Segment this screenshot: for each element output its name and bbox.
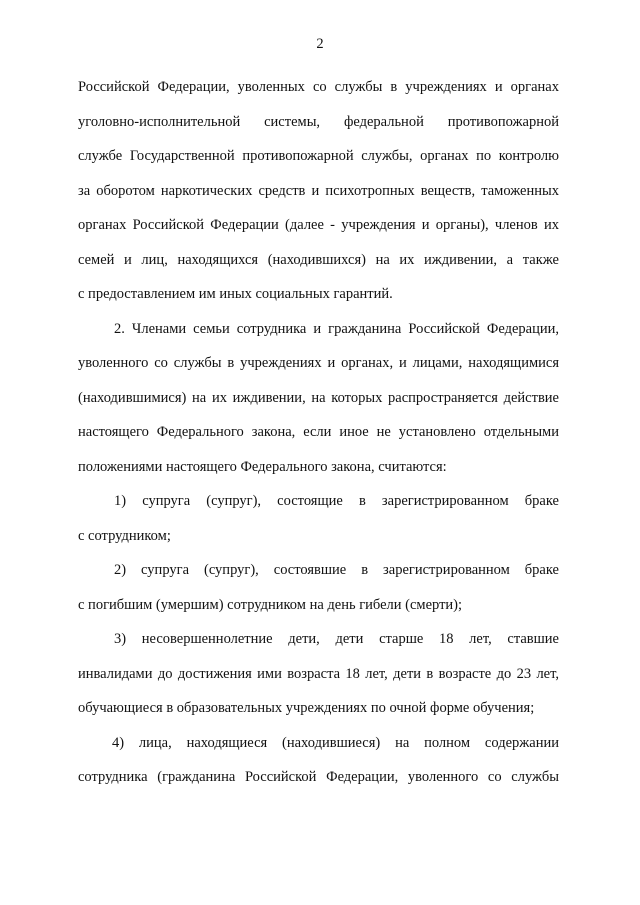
text-line: 1) супруга (супруг), состоящие в зарегистрированном браке <box>114 493 559 509</box>
text-line: с погибшим (умершим) сотрудником на день гибели (смерти); <box>78 596 463 613</box>
paragraph-subitem-2 <box>78 553 559 622</box>
text-line: Российской Федерации, уволенных со службы в учреждениях и органах <box>78 79 559 95</box>
text-line: 2. Членами семьи сотрудника и гражданина Российской Федерации, <box>114 320 559 337</box>
text-line: с предоставлением им иных социальных гарантий. <box>78 286 393 302</box>
page-number: 2 <box>316 36 324 52</box>
text-line: 3) несовершеннолетние дети, дети старше 18 лет, ставшие <box>114 631 559 647</box>
text-line: инвалидами до достижения ими возраста 18 лет, дети в возрасте до 23 лет, <box>78 665 559 682</box>
paragraph-subitem-1 <box>78 484 559 553</box>
document-body <box>78 70 559 795</box>
text-line: службе Государственной противопожарной службы, органах по контролю <box>78 148 559 164</box>
text-line: положениями настоящего Федерального закона, считаются: <box>78 458 447 475</box>
text-line: настоящего Федерального закона, если иное не установлено отдельными <box>78 424 559 440</box>
text-line: уволенного со службы в учреждениях и органах, и лицами, находящимися <box>78 355 559 371</box>
text-line: за оборотом наркотических средств и психотропных веществ, таможенных <box>78 182 559 199</box>
paragraph-subitem-3 <box>78 622 559 726</box>
text-line: обучающиеся в образовательных учреждениях по очной форме обучения; <box>78 700 535 716</box>
text-line: 2) супруга (супруг), состоявшие в зарегистрированном браке <box>114 562 559 578</box>
text-line: семей и лиц, находящихся (находившихся) на их иждивении, а также <box>78 251 559 268</box>
text-line: (находившимися) на их иждивении, на которых распространяется действие <box>78 389 559 406</box>
text-line: органах Российской Федерации (далее - учреждения и органы), членов их <box>78 217 559 233</box>
text-line: с сотрудником; <box>78 527 171 544</box>
paragraph-item-2 <box>78 312 559 485</box>
text-line: уголовно-исполнительной системы, федеральной противопожарной <box>78 113 559 130</box>
paragraph-continuation <box>78 70 559 312</box>
paragraph-subitem-4 <box>78 726 559 795</box>
text-line: сотрудника (гражданина Российской Федерации, уволенного со службы <box>78 769 559 785</box>
text-line: 4) лица, находящиеся (находившиеся) на полном содержании <box>112 734 559 751</box>
